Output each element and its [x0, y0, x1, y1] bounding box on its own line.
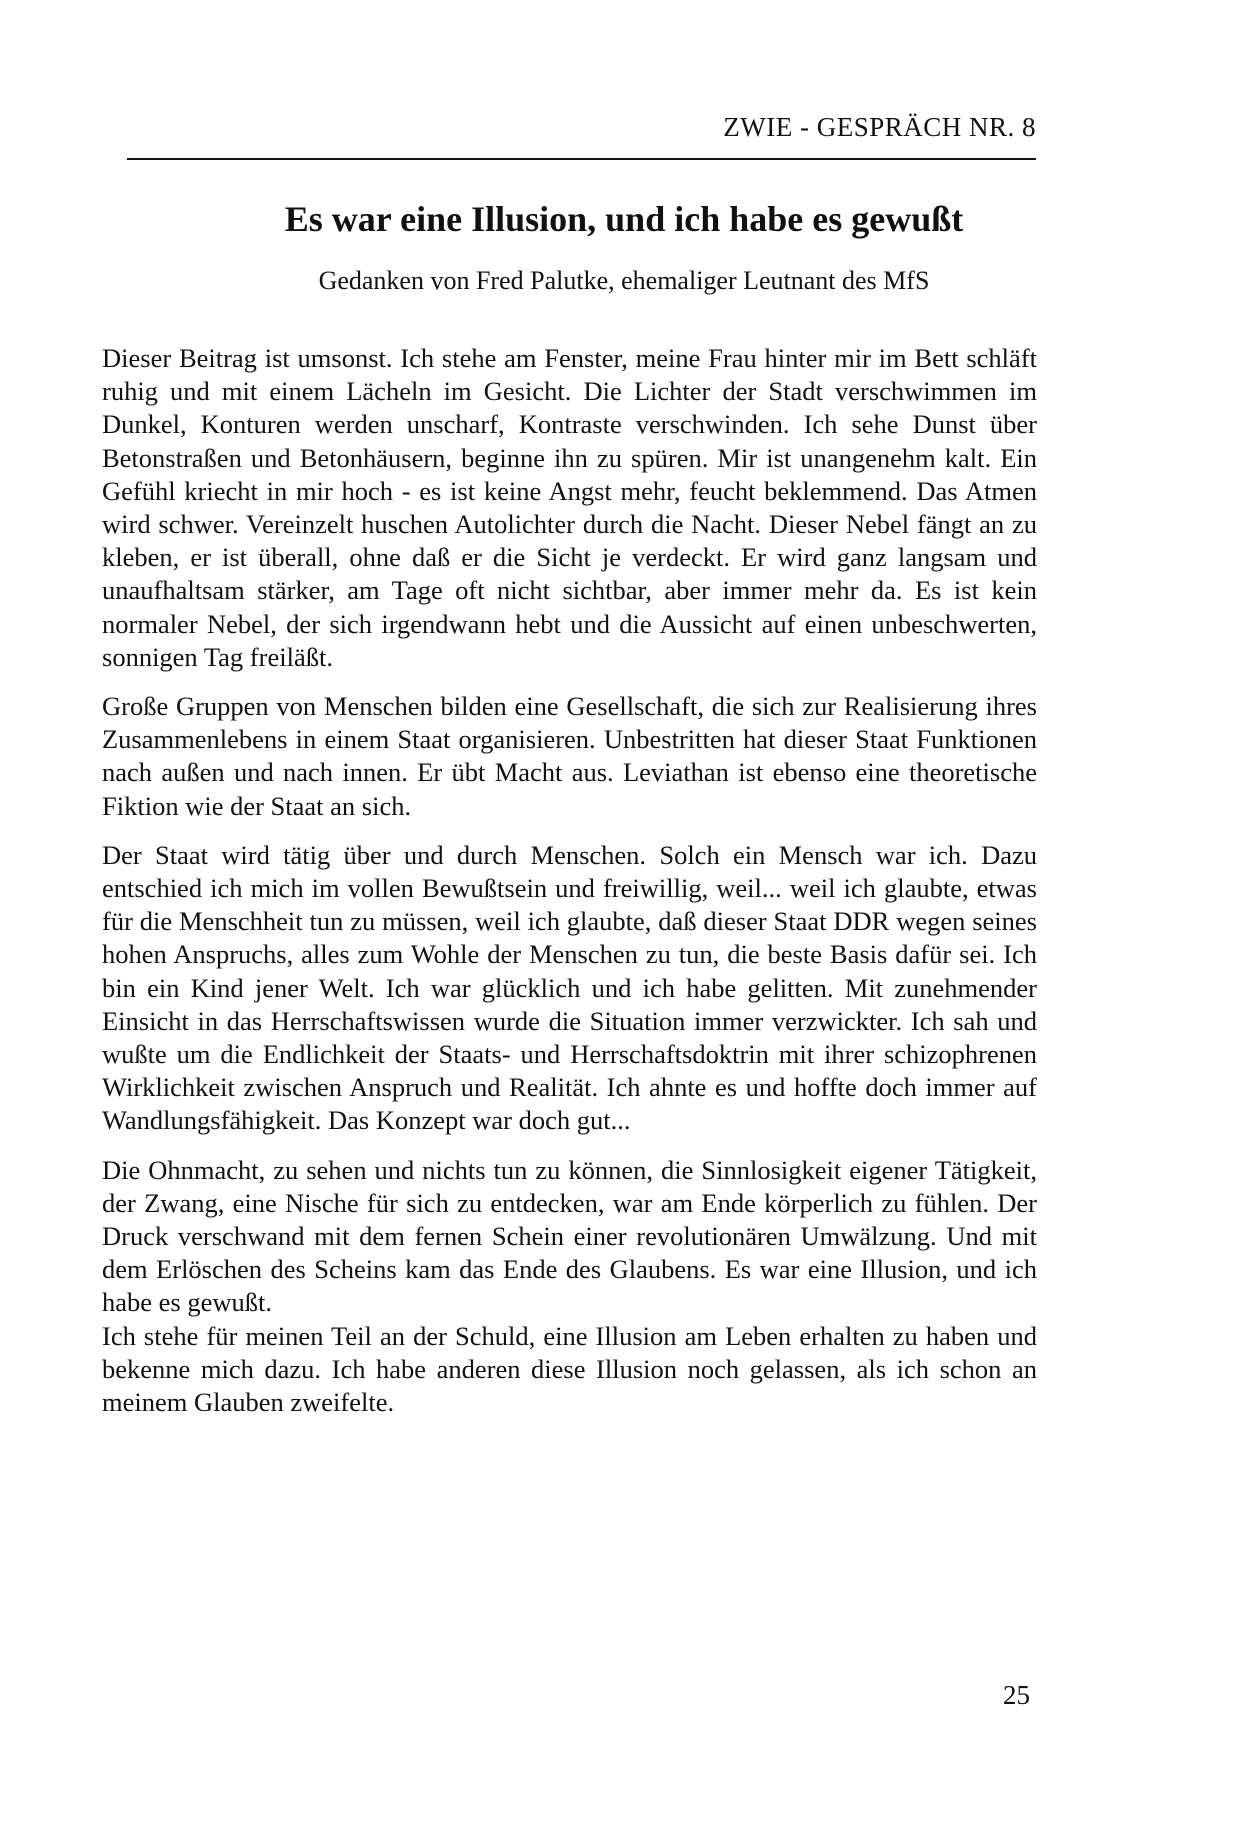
paragraph-5: Ich stehe für meinen Teil an der Schuld, eine Illusion am Leben erhalten zu haben und bekenne mich dazu. Ich habe anderen diese Illusion noch gelassen, als ich schon an meinem Glauben zweifelte. — [102, 1320, 1037, 1418]
article-subtitle: Gedanken von Fred Palutke, ehemaliger Leutnant des MfS — [318, 266, 930, 295]
running-header: ZWIE - GESPRÄCH NR. 8 — [723, 112, 1036, 142]
article-body — [102, 342, 1037, 1435]
page-number: 25 — [1003, 1680, 1030, 1710]
paragraph-4: Die Ohnmacht, zu sehen und nichts tun zu können, die Sinnlosigkeit eigener Tätigkeit, der Zwang, eine Nische für sich zu entdecken, war am Ende körperlich zu fühlen. Der Druck verschwand mit dem fernen Schein einer revolutionären Umwälzung. Und mit dem Erlöschen des Scheins kam das Ende des Glaubens. Es war eine Illusion, und ich habe es gewußt. — [102, 1154, 1037, 1318]
header-rule — [127, 158, 1036, 160]
paragraph-2: Große Gruppen von Menschen bilden eine Gesellschaft, die sich zur Realisierung ihres Zusammenlebens in einem Staat organisieren. Unbestritten hat dieser Staat Funktionen nach außen und nach innen. Er übt Macht aus. Leviathan ist ebenso eine theoretische Fiktion wie der Staat an sich. — [102, 691, 1037, 821]
paragraph-1: Dieser Beitrag ist umsonst. Ich stehe am Fenster, meine Frau hinter mir im Bett schläft ruhig und mit einem Lächeln im Gesicht. Die Lichter der Stadt verschwimmen im Dunkel, Konturen werden unscharf, Kontraste verschwinden. Ich sehe Dunst über Betonstraßen und Betonhäusern, beginne ihn zu spüren. Mir ist unangenehm kalt. Ein Gefühl kriecht in mir hoch - es ist keine Angst mehr, feucht beklemmend. Das Atmen wird schwer. Vereinzelt huschen Autolichter durch die Nacht. Dieser Nebel fängt an zu kleben, er ist überall, ohne daß er die Sicht je verdeckt. Er wird ganz langsam und unaufhaltsam stärker, am Tage oft nicht sichtbar, aber immer mehr da. Es ist kein normaler Nebel, der sich irgendwann hebt und die Aussicht auf einen unbeschwerten, sonnigen Tag freiläßt. — [102, 343, 1037, 672]
article-title: Es war eine Illusion, und ich habe es gewußt — [284, 199, 964, 239]
paragraph-3: Der Staat wird tätig über und durch Menschen. Solch ein Mensch war ich. Dazu entschied ich mich im vollen Bewußtsein und freiwillig, weil... weil ich glaubte, etwas für die Menschheit tun zu müssen, weil ich glaubte, daß dieser Staat DDR wegen seines hohen Anspruchs, alles zum Wohle der Menschen zu tun, die beste Basis dafür sei. Ich bin ein Kind jener Welt. Ich war glücklich und ich habe gelitten. Mit zunehmender Einsicht in das Herrschaftswissen wurde die Situation immer verzwickter. Ich sah und wußte um die Endlichkeit der Staats- und Herrschaftsdoktrin mit ihrer schizophrenen Wirklichkeit zwischen Anspruch und Realität. Ich ahnte es und hoffte doch immer auf Wandlungsfähigkeit. Das Konzept war doch gut... — [102, 839, 1037, 1136]
